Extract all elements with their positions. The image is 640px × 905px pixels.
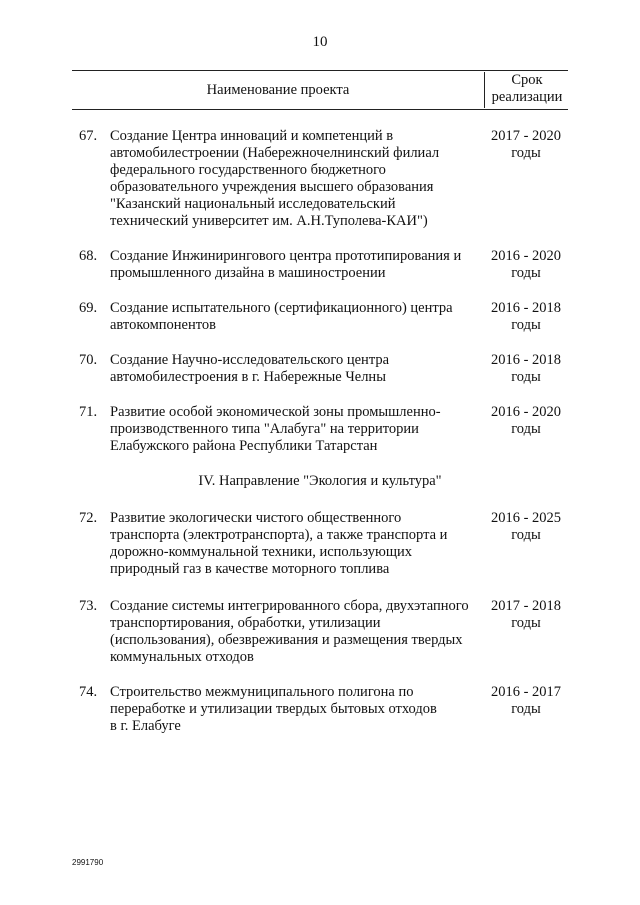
document-code: 2991790 bbox=[72, 858, 104, 867]
project-name-line: федерального государственного бюджетного bbox=[110, 162, 386, 178]
term-years: 2016 - 2025 bbox=[490, 510, 562, 526]
row-number: 74. bbox=[79, 684, 98, 700]
column-header-name: Наименование проекта bbox=[206, 82, 350, 98]
project-name-line: переработке и утилизации твердых бытовых отходов bbox=[110, 701, 437, 717]
project-name bbox=[110, 684, 472, 735]
implementation-term bbox=[484, 300, 568, 334]
term-unit: годы bbox=[511, 701, 541, 717]
project-name-line: Создание испытательного (сертификационного) центра bbox=[110, 300, 453, 316]
project-name-line: Создание Научно-исследовательского центра bbox=[110, 352, 390, 368]
project-name-line: "Казанский национальный исследовательский bbox=[110, 196, 396, 212]
row-number: 69. bbox=[79, 300, 98, 316]
project-name-line: дорожно-коммунальной техники, использующих bbox=[110, 544, 413, 560]
project-name bbox=[110, 598, 472, 666]
table-header bbox=[72, 70, 568, 110]
row-number: 70. bbox=[79, 352, 98, 368]
row-number: 67. bbox=[79, 128, 98, 144]
term-unit: годы bbox=[511, 421, 541, 437]
term-years: 2017 - 2020 bbox=[490, 128, 562, 144]
column-header-term bbox=[484, 72, 569, 108]
project-name-line: производственного типа "Алабуга" на территории bbox=[110, 421, 419, 437]
term-unit: годы bbox=[511, 615, 541, 631]
project-name-line: образовательного учреждения высшего образования bbox=[110, 179, 434, 195]
term-years: 2016 - 2020 bbox=[490, 248, 562, 264]
term-years: 2016 - 2017 bbox=[490, 684, 562, 700]
project-name bbox=[110, 404, 472, 455]
column-header-term-line1: Срок bbox=[511, 72, 543, 88]
project-name-line: природный газ в качестве моторного топлива bbox=[110, 561, 390, 577]
project-name-line: транспортирования, обработки, утилизации bbox=[110, 615, 381, 631]
project-name-line: транспорта (электротранспорта), а также транспорта и bbox=[110, 527, 448, 543]
term-unit: годы bbox=[511, 145, 541, 161]
term-years: 2016 - 2020 bbox=[490, 404, 562, 420]
row-number: 72. bbox=[79, 510, 98, 526]
implementation-term bbox=[484, 684, 568, 718]
term-unit: годы bbox=[511, 369, 541, 385]
term-years: 2016 - 2018 bbox=[490, 300, 562, 316]
project-name-line: автомобилестроения в г. Набережные Челны bbox=[110, 369, 386, 385]
implementation-term bbox=[484, 598, 568, 632]
project-name-line: Создание Центра инноваций и компетенций в bbox=[110, 128, 394, 144]
project-name-line: Создание Инжинирингового центра прототипирования и bbox=[110, 248, 462, 264]
project-name-line: Создание системы интегрированного сбора, двухэтапного bbox=[110, 598, 469, 614]
term-years: 2017 - 2018 bbox=[490, 598, 562, 614]
column-header-term-line2: реализации bbox=[491, 89, 563, 105]
project-name-line: Строительство межмуниципального полигона по bbox=[110, 684, 414, 700]
project-name bbox=[110, 352, 472, 386]
project-name-line: Развитие особой экономической зоны промышленно- bbox=[110, 404, 441, 420]
row-number: 73. bbox=[79, 598, 98, 614]
project-name-line: автокомпонентов bbox=[110, 317, 216, 333]
implementation-term bbox=[484, 404, 568, 438]
project-name-line: Развитие экологически чистого общественного bbox=[110, 510, 402, 526]
row-number: 68. bbox=[79, 248, 98, 264]
term-years: 2016 - 2018 bbox=[490, 352, 562, 368]
project-name-line: в г. Елабуге bbox=[110, 718, 181, 734]
term-unit: годы bbox=[511, 527, 541, 543]
project-name bbox=[110, 510, 472, 578]
term-unit: годы bbox=[511, 265, 541, 281]
project-name-line: технический университет им. А.Н.Туполева-КАИ") bbox=[110, 213, 428, 229]
section-heading: IV. Направление "Экология и культура" bbox=[198, 473, 442, 489]
term-unit: годы bbox=[511, 317, 541, 333]
page-number: 10 bbox=[312, 34, 328, 50]
implementation-term bbox=[484, 352, 568, 386]
project-name-line: автомобилестроении (Набережночелнинский филиал bbox=[110, 145, 440, 161]
row-number: 71. bbox=[79, 404, 98, 420]
project-name bbox=[110, 300, 472, 334]
project-name-line: Елабужского района Республики Татарстан bbox=[110, 438, 378, 454]
implementation-term bbox=[484, 510, 568, 544]
project-name-line: (использования), обезвреживания и размещения твердых bbox=[110, 632, 463, 648]
implementation-term bbox=[484, 248, 568, 282]
project-name bbox=[110, 128, 472, 230]
implementation-term bbox=[484, 128, 568, 162]
project-name-line: промышленного дизайна в машиностроении bbox=[110, 265, 386, 281]
project-name bbox=[110, 248, 472, 282]
project-name-line: коммунальных отходов bbox=[110, 649, 254, 665]
